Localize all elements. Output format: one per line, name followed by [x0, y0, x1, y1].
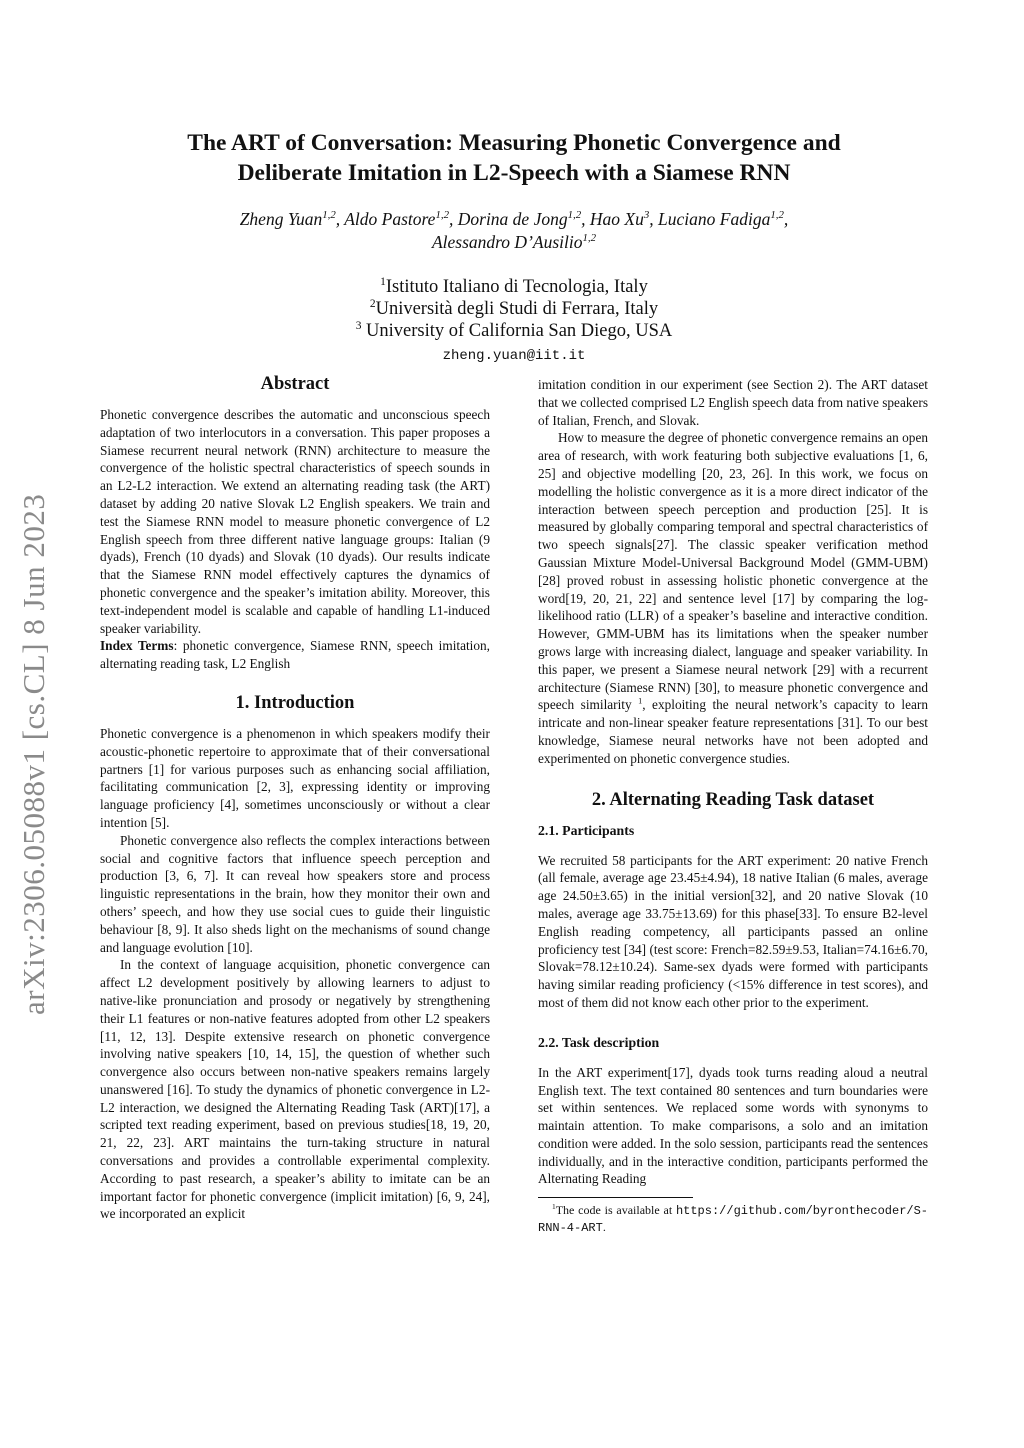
- task-description-paragraph: In the ART experiment[17], dyads took turns reading aloud a neutral English text. The text contained 80 sentences and turn boundaries were set within sentences. We replaced some words with synonyms to maintain attention. To make comparisons, a solo and an imitation condition were added. In the solo session, participants read the sentences individually, and in the interactive condition, participants performed the Alternating Reading: [538, 1064, 928, 1187]
- introduction-heading: 1. Introduction: [235, 692, 355, 713]
- author-line-2: [100, 231, 928, 254]
- task-description-heading: 2.2. Task description: [538, 1034, 660, 1050]
- paper-title: [100, 128, 928, 188]
- participants-heading: 2.1. Participants: [538, 822, 635, 838]
- author-name: Zheng Yuan: [239, 209, 323, 229]
- title-line-2: Deliberate Imitation in L2-Speech with a Siamese RNN: [237, 160, 791, 186]
- author-affiliation-marker: 1,2: [435, 209, 449, 222]
- intro-paragraph: In the context of language acquisition, phonetic convergence can affect L2 development positively by allowing learners to adjust to native-like pronunciation and prosody or negatively by strengthening their L1 features or non-native features adopted from other L2 speakers [11, 12, 13]. Despite extensive research on phonetic convergence involving native speakers [10, 14, 15], the question of whether such convergence also occurs between non-native speakers remains largely unanswered [16]. To study the dynamics of phonetic convergence in L2-L2 interaction, we designed the Alternating Reading Task (ART)[17], a scripted text reading experiment, based on previous studies[18, 19, 20, 21, 22, 23]. ART maintains the turn-taking structure in natural conversations and provides a controllable experimental complexity. According to past research, a speaker’s ability to imitate can be an important factor for phonetic convergence (implicit imitation) [6, 9, 24], we incorporated an explicit: [100, 957, 490, 1222]
- intro-paragraph: How to measure the degree of phonetic convergence remains an open area of research, with work featuring both subjective evaluations [1, 6, 25] and objective modelling [20, 23, 26]. In this work, we focus on modelling the holistic convergence as it is a more direct indicator of the interaction between speech perception and production [25]. It is measured by globally comparing temporal and spectral characteristics of two speech signals[27]. The classic speaker verification method Gaussian Mixture Model-Universal Background Model (GMM-UBM) [28] proved robust in assessing holistic phonetic convergence at the word[19, 20, 21, 22] and sentence level [17] by comparing the log-likelihood ratio (LLR) of a speaker’s baseline and interactive condition. However, GMM-UBM has its limitations when the speaker number grows large with increasing dialect, language and speaker variability. In this paper, we present a Siamese neural network [29] with a recurrent architecture (Siamese RNN) [30], to measure phonetic convergence and speech similarity $^1$, exploiting the neural network’s capacity to learn intricate and non-linear speaker feature representations [31]. To our best knowledge, Siamese neural networks have not been adopted and experimented on phonetic convergence studies.: [538, 430, 929, 766]
- right-column: [538, 376, 928, 1236]
- author-name: Aldo Pastore: [344, 209, 436, 229]
- author-list: [100, 208, 928, 254]
- intro-paragraph: Phonetic convergence is a phenomenon in which speakers modify their acoustic-phonetic repertoire to approximate that of their conversational partners [1] for various purposes such as enhancing social affiliation, facilitating communication [2, 3], expressing identity or improving language proficiency [4], sometimes unconsciously or without a clear intention [5].: [100, 725, 490, 830]
- abstract-heading: Abstract: [260, 374, 330, 394]
- contact-email[interactable]: zheng.yuan@iit.it: [442, 348, 586, 364]
- title-line-1: The ART of Conversation: Measuring Phonetic Convergence and: [187, 130, 841, 156]
- author-name: Dorina de Jong: [457, 209, 568, 229]
- affiliation-line: $^2$Università degli Studi di Ferrara, Italy: [369, 297, 659, 319]
- intro-paragraph: Phonetic convergence also reflects the complex interactions between social and cognitive factors that influence speech perception and production [3, 6, 7]. It can reveal how speakers store and process linguistic representations in the brain, how they monitor their own and others’ speech, and how they use social cues to guide their linguistic behaviour [8, 9]. It also sheds light on the mechanisms of sound change and language evolution [10].: [100, 832, 490, 955]
- author-affiliation-marker: 1,2: [770, 209, 784, 222]
- author-name: Luciano Fadiga: [658, 209, 771, 229]
- affiliation-list: [100, 276, 928, 342]
- footnote: $^1$The code is available at https://github.com/byronthecoder/S-RNN-4-ART.: [538, 1202, 928, 1236]
- abstract-text: Phonetic convergence describes the automatic and unconscious speech adaptation of two interlocutors in a conversation. This paper proposes a Siamese recurrent neural network (RNN) architecture to measure the convergence of the holistic spectral characteristics of speech sounds in an L2-L2 interaction. We extend an alternating reading task (the ART) dataset by adding 20 native Slovak L2 English speakers. We train and test the Siamese RNN model to measure phonetic convergence of L2 English speech from three different native language groups: Italian (9 dyads), French (10 dyads) and Slovak (10 dyads). Our results indicate that the Siamese RNN model effectively captures the dynamics of phonetic convergence and the speaker’s imitation ability. Moreover, this text-independent model is scalable and capable of handling L1-induced speaker variability.: [100, 407, 490, 636]
- index-terms: [100, 637, 490, 673]
- intro-continued-paragraph: imitation condition in our experiment (see Section 2). The ART dataset that we collected comprised L2 English speech data from native speakers of Italian, French, and Slovak.: [538, 377, 928, 428]
- author-line-1: Zheng Yuan$^{1,2}$, Aldo Pastore$^{1,2}$, Dorina de Jong$^{1,2}$, Hao Xu$^3$, Luciano Fadiga$^{1,2}$,: [239, 209, 789, 229]
- author-name: Hao Xu: [589, 209, 644, 229]
- affiliation-line: $^3$ University of California San Diego, USA: [355, 319, 673, 341]
- code-repository-link[interactable]: https://github.com/byronthecoder/S-RNN-4-ART: [538, 1204, 928, 1236]
- author-affiliation-marker: 1,2: [322, 209, 336, 222]
- index-terms-label: Index Terms: [100, 638, 174, 654]
- affiliation-line: $^1$Istituto Italiano di Tecnologia, Italy: [380, 275, 648, 297]
- index-terms-list: : phonetic convergence, Siamese RNN, speech imitation, alternating reading task, L2 English: [100, 638, 490, 672]
- section-2-heading: 2. Alternating Reading Task dataset: [591, 789, 875, 810]
- author-affiliation-marker: 1,2: [567, 209, 582, 222]
- left-column: [100, 372, 490, 1223]
- footnote-divider: [538, 1197, 693, 1198]
- participants-paragraph: We recruited 58 participants for the ART experiment: 20 native French (all female, average age 23.45±4.94), 18 native Italian (6 males, average age 24.50±3.65) in the initial version[32], and 20 native Slovak (10 males, average age 33.75±13.69) for this phase[33]. To ensure B2-level English reading competency, all participants passed an online proficiency test [34] (test score: French=82.59±9.53, Italian=74.16±6.70, Slovak=78.12±10.24). Same-sex dyads were formed with participants having similar reading proficiency (<15% difference in test scores), and most of them did not know each other prior to the experiment.: [538, 852, 928, 1010]
- author-affiliation-marker: 3: [643, 209, 650, 222]
- arxiv-identifier[interactable]: arXiv:2306.05088v1 [cs.CL] 8 Jun 2023: [16, 493, 51, 1015]
- footnote-marker[interactable]: 1: [638, 696, 643, 706]
- author-affiliation-marker: 1,2: [582, 232, 597, 245]
- author-name: Alessandro D’Ausilio: [431, 232, 583, 252]
